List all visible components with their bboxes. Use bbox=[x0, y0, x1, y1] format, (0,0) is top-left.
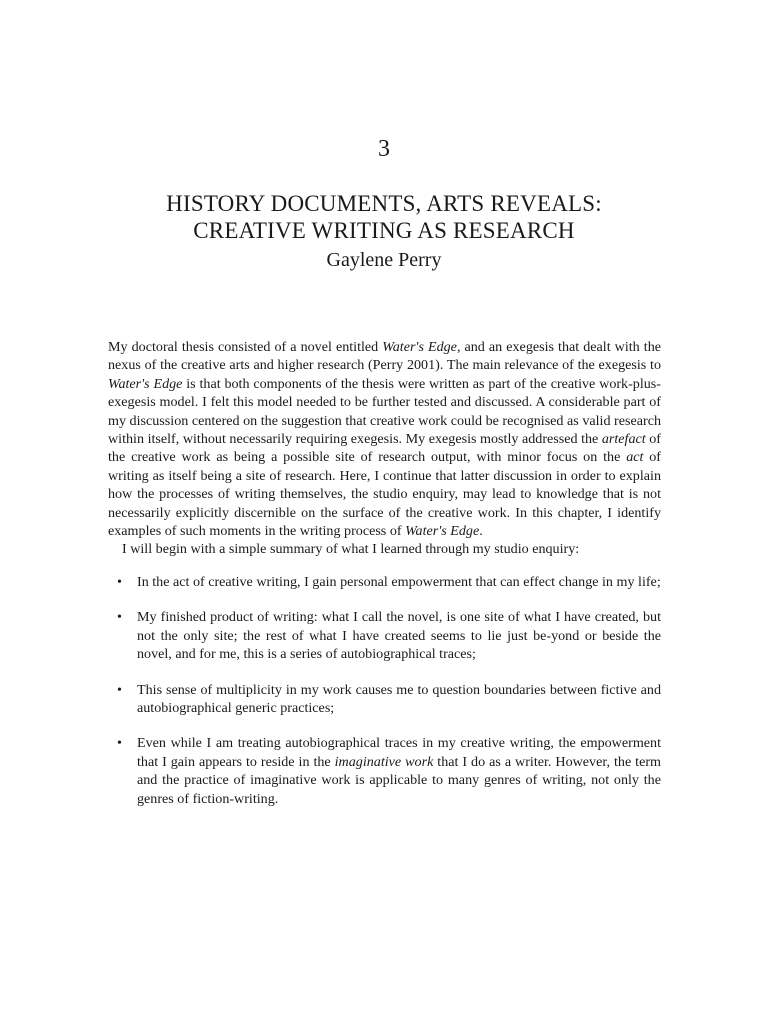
chapter-title-line-2: CREATIVE WRITING AS RESEARCH bbox=[193, 218, 575, 243]
bullet-item bbox=[108, 734, 661, 808]
italic-term: imaginative work bbox=[334, 753, 434, 770]
summary-bullet-list bbox=[108, 573, 661, 808]
bullet-icon: • bbox=[117, 609, 122, 626]
chapter-title bbox=[60, 190, 708, 244]
italic-term: artefact bbox=[601, 431, 646, 448]
bullet-item bbox=[108, 573, 661, 591]
italic-title: Water's Edge bbox=[405, 523, 480, 540]
text-run: My doctoral thesis consisted of a novel entitled bbox=[108, 339, 383, 355]
paragraph-summary-lead: I will begin with a simple summary of what I learned through my studio enquiry: bbox=[122, 541, 580, 558]
text-run: of the creative work as being a possible site of research output, with minor focus on the bbox=[108, 431, 661, 466]
paragraph-intro bbox=[108, 338, 661, 540]
bullet-text bbox=[137, 735, 661, 806]
text-run: , and an exegesis that dealt with the nexus of the creative arts and higher research (Perry 2001). The main relevance of the exegesis to bbox=[108, 339, 661, 374]
bullet-item bbox=[108, 608, 661, 663]
text-run: of writing as itself being a site of research. Here, I continue that latter discussion in order to explain how the processes of writing themselves, the studio enquiry, may lead to knowledge that is not necessarily explicitly discernible on the surface of the creative work. In this chapter, I identify examples of such moments in the writing process of bbox=[108, 449, 661, 540]
chapter-title-line-1: HISTORY DOCUMENTS, ARTS REVEALS: bbox=[166, 191, 602, 216]
bullet-icon: • bbox=[117, 573, 122, 590]
chapter-number: 3 bbox=[378, 136, 390, 162]
bullet-icon: • bbox=[117, 681, 122, 698]
chapter-author: Gaylene Perry bbox=[326, 249, 442, 271]
bullet-text: In the act of creative writing, I gain personal empowerment that can effect change in my life; bbox=[137, 573, 661, 590]
italic-term: act bbox=[626, 449, 644, 466]
text-run: Even while I am treating autobiographical traces in my creative writing, the empowerment that I gain appears to reside in the bbox=[137, 735, 661, 770]
text-run: is that both components of the thesis were written as part of the creative work-plus-exegesis model. I felt this model needed to be further tested and discussed. A considerable part of my discussion centered on the suggestion that creative work could be recognised as valid research within itself, without necessarily requiring exegesis. My exegesis mostly addressed the bbox=[108, 375, 661, 448]
text-run: that I do as a writer. However, the term and the practice of imaginative work is applicable to many genres of writing, not only the genres of fiction-writing. bbox=[137, 753, 661, 807]
italic-title: Water's Edge bbox=[108, 375, 183, 392]
bullet-item bbox=[108, 681, 661, 718]
italic-title: Water's Edge bbox=[382, 339, 457, 355]
text-run: . bbox=[479, 523, 483, 540]
bullet-text: My finished product of writing: what I call the novel, is one site of what I have created, but not the only site; the rest of what I have created seems to lie just be-yond or beside the novel, and for me, this is a series of autobiographical traces; bbox=[137, 609, 661, 663]
bullet-text: This sense of multiplicity in my work causes me to question boundaries between fictive and autobiographical generic practices; bbox=[137, 681, 661, 716]
chapter-body bbox=[108, 338, 661, 825]
bullet-icon: • bbox=[117, 735, 122, 752]
